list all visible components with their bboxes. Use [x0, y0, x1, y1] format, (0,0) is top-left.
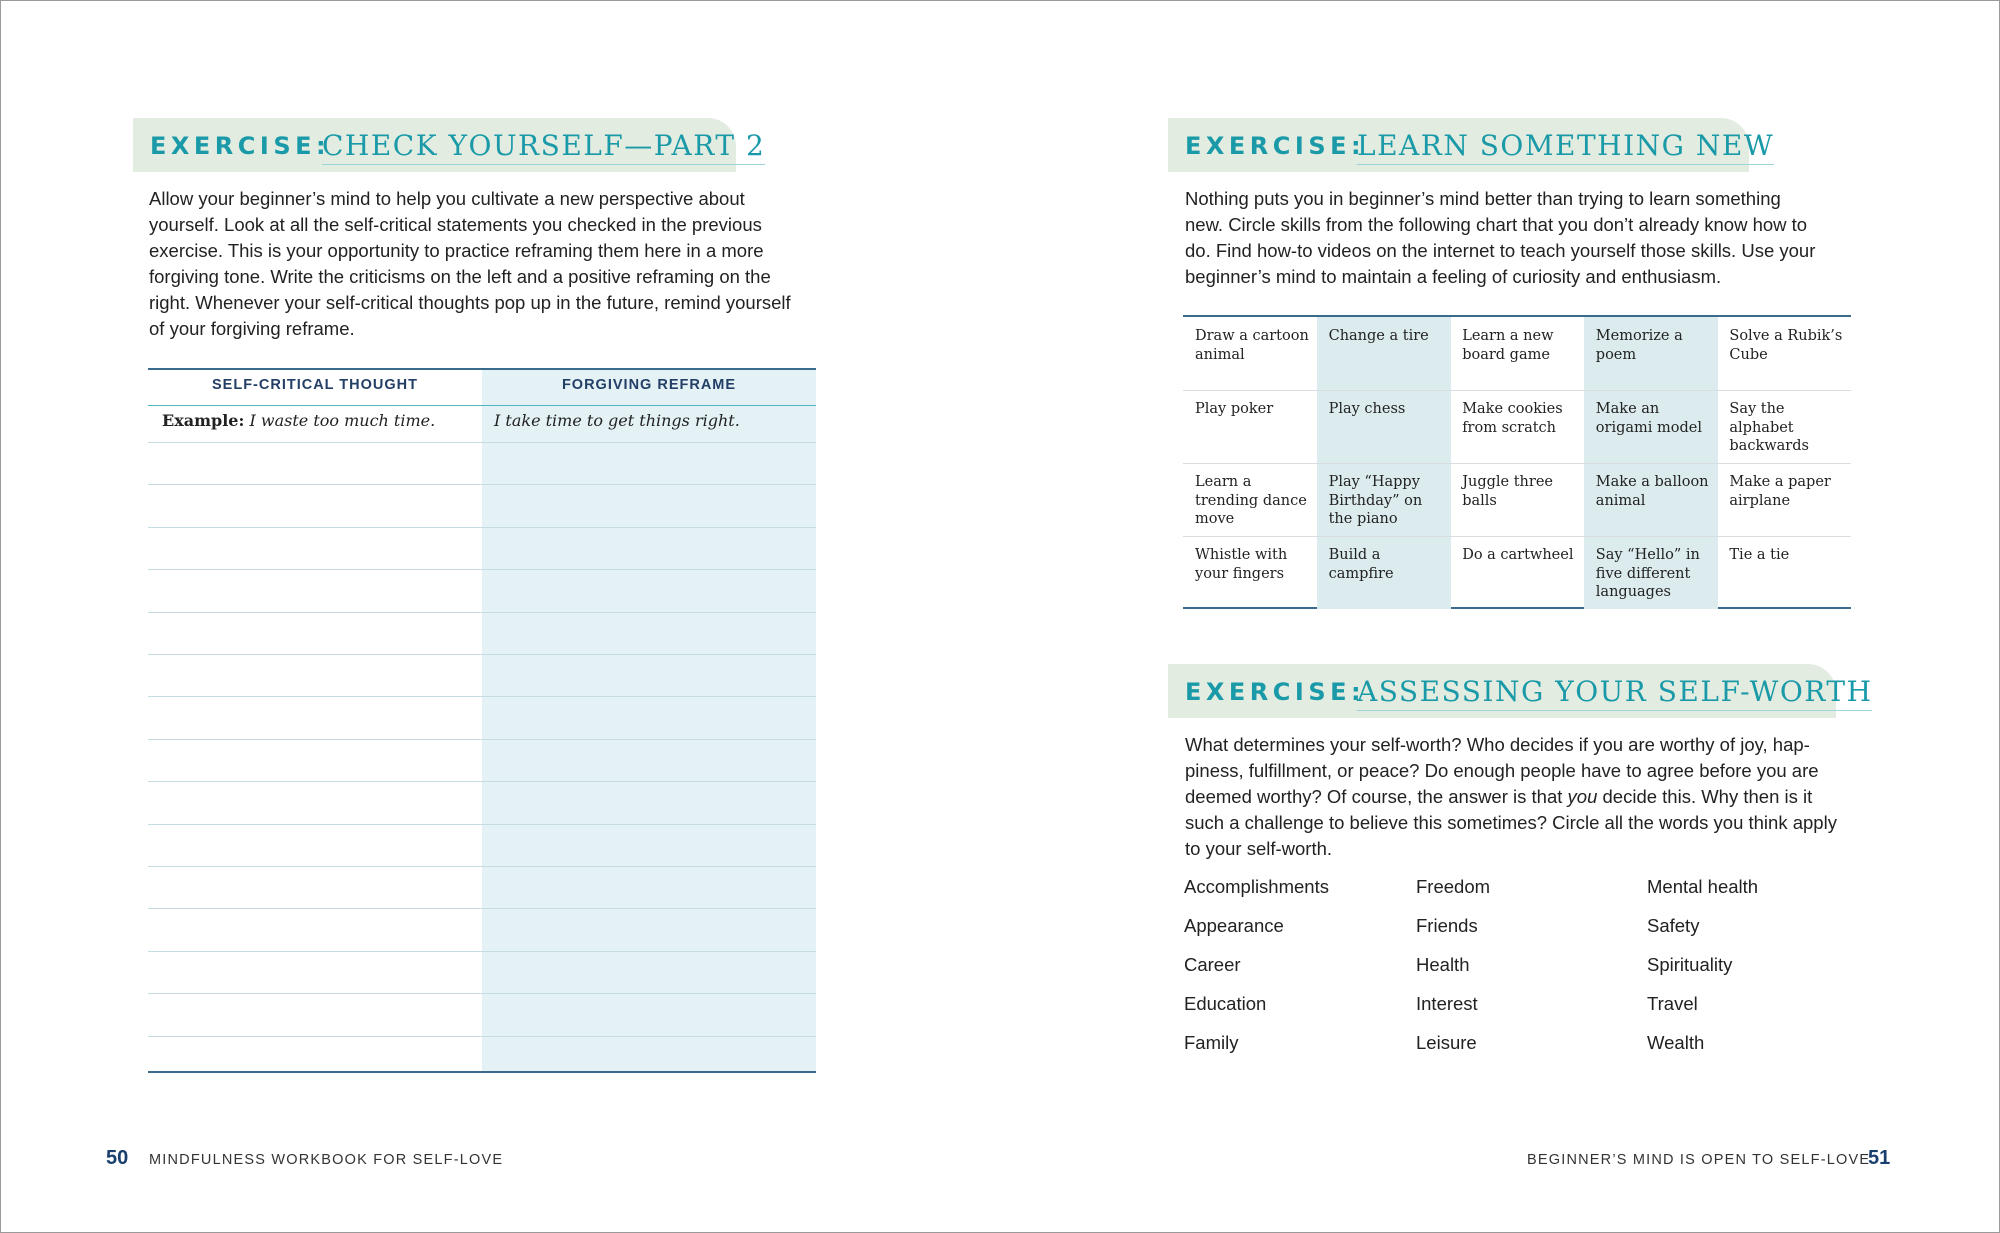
- writing-row-line: [148, 866, 816, 867]
- example-thought: [162, 411, 435, 430]
- writing-row-line: [148, 654, 816, 655]
- skill-cell: Change a tire: [1317, 317, 1451, 390]
- column-header-forgiving-reframe: FORGIVING REFRAME: [561, 377, 737, 393]
- skill-cell: Whistle with your fingers: [1195, 547, 1288, 582]
- writing-row-line: [148, 1036, 816, 1037]
- exercise-title: LEARN SOMETHING NEW: [1357, 129, 1774, 165]
- paragraph-line: [1185, 784, 1865, 810]
- skill-cell: Solve a Rubik’s Cube: [1729, 328, 1843, 363]
- self-worth-word: Mental health: [1647, 876, 1759, 897]
- skill-cell: Memorize a poem: [1584, 317, 1718, 390]
- exercise-keyword: EXERCISE:: [1185, 678, 1366, 706]
- skill-cell: Play poker: [1195, 401, 1274, 417]
- paragraph-line: What determines your self-worth? Who decides if you are worthy of joy, hap-: [1185, 734, 1810, 755]
- skill-row-divider: [1183, 463, 1851, 464]
- skill-cell: Learn a new board game: [1462, 328, 1554, 363]
- skill-cell: Make a paper airplane: [1729, 474, 1831, 509]
- skill-cell: Learn a trending dance move: [1195, 474, 1307, 527]
- writing-row-line: [148, 696, 816, 697]
- skill-cell: Build a campfire: [1317, 536, 1451, 609]
- self-worth-word: Leisure: [1416, 1032, 1477, 1053]
- skill-cell: Say the alphabet backwards: [1729, 401, 1809, 454]
- paragraph-line: piness, fulfillment, or peace? Do enough people have to agree before you are: [1185, 760, 1819, 781]
- exercise-title: ASSESSING YOUR SELF-WORTH: [1357, 675, 1872, 711]
- skill-cell: Play chess: [1317, 390, 1451, 463]
- example-reframe: I take time to get things right.: [494, 411, 740, 430]
- writing-row-line: [148, 781, 816, 782]
- writing-row-line: [148, 908, 816, 909]
- skill-cell: Tie a tie: [1729, 547, 1790, 563]
- skill-cell: Play “Happy Birthday” on the piano: [1317, 463, 1451, 536]
- skill-cell: Make cookies from scratch: [1462, 401, 1563, 436]
- paragraph-line: new. Circle skills from the following chart that you don’t already know how to: [1185, 214, 1808, 235]
- page-number-left: 50: [106, 1147, 129, 1169]
- self-worth-word: Friends: [1416, 915, 1478, 936]
- paragraph-line: Nothing puts you in beginner’s mind better than trying to learn something: [1185, 188, 1781, 209]
- page-number-right: 51: [1868, 1147, 1891, 1169]
- self-worth-word: Freedom: [1416, 876, 1491, 897]
- self-worth-word: Education: [1184, 993, 1267, 1014]
- skill-cell: Say “Hello” in five different languages: [1584, 536, 1718, 609]
- self-worth-word: Interest: [1416, 993, 1478, 1014]
- paragraph-line: yourself. Look at all the self-critical statements you checked in the previous: [149, 214, 762, 235]
- self-worth-word: Career: [1184, 954, 1241, 975]
- learn-intro-paragraph: [1185, 186, 1865, 290]
- self-worth-word: Appearance: [1184, 915, 1284, 936]
- self-worth-word: Safety: [1647, 915, 1700, 936]
- paragraph-line: right. Whenever your self-critical thoughts pop up in the future, remind yourself: [149, 292, 791, 313]
- paragraph-line: Allow your beginner’s mind to help you cultivate a new perspective about: [149, 188, 745, 209]
- writing-row-line: [148, 569, 816, 570]
- paragraph-line: beginner’s mind to maintain a feeling of curiosity and enthusiasm.: [1185, 266, 1722, 287]
- running-head-right: BEGINNER’S MIND IS OPEN TO SELF-LOVE: [1527, 1152, 1871, 1168]
- emphasis-you: you: [1567, 786, 1598, 807]
- exercise-keyword: EXERCISE:: [1185, 132, 1366, 160]
- paragraph-line: do. Find how-to videos on the internet to teach yourself those skills. Use your: [1185, 240, 1816, 261]
- writing-row-line: [148, 612, 816, 613]
- skill-cell: Do a cartwheel: [1462, 547, 1574, 563]
- skill-row-divider: [1183, 536, 1851, 537]
- paragraph-text: deemed worthy? Of course, the answer is that: [1185, 786, 1563, 807]
- writing-row-line: [148, 951, 816, 952]
- self-worth-word: Accomplishments: [1184, 876, 1329, 897]
- self-worth-word: Travel: [1647, 993, 1698, 1014]
- paragraph-line: to your self-worth.: [1185, 838, 1333, 859]
- skill-row-divider: [1183, 390, 1851, 391]
- self-worth-word: Spirituality: [1647, 954, 1733, 975]
- table-top-rule: [148, 368, 816, 370]
- self-worth-word: Family: [1184, 1032, 1239, 1053]
- column-header-self-critical-thought: SELF-CRITICAL THOUGHT: [212, 377, 418, 393]
- paragraph-line: such a challenge to believe this sometimes? Circle all the words you think apply: [1185, 812, 1837, 833]
- writing-row-line: [148, 824, 816, 825]
- exercise-header-learn-something-new: [1168, 118, 1775, 172]
- skill-cell: Draw a cartoon animal: [1195, 328, 1309, 363]
- self-worth-word: Health: [1416, 954, 1470, 975]
- writing-row-line: [148, 739, 816, 740]
- example-thought-text: I waste too much time.: [249, 411, 436, 430]
- skills-chart: [1183, 315, 1851, 610]
- exercise-title: CHECK YOURSELF—PART 2: [322, 129, 765, 165]
- example-label: Example:: [162, 411, 245, 430]
- header-rule: [148, 405, 816, 406]
- paragraph-line: of your forgiving reframe.: [149, 318, 355, 339]
- exercise-intro-paragraph: [149, 186, 819, 342]
- paragraph-line: forgiving tone. Write the criticisms on the left and a positive reframing on the: [149, 266, 771, 287]
- skill-cell: Juggle three balls: [1462, 474, 1553, 509]
- exercise-keyword: EXERCISE:: [150, 132, 331, 160]
- exercise-header-self-worth: [1168, 664, 1873, 718]
- self-worth-word: Wealth: [1647, 1032, 1705, 1053]
- writing-row-line: [148, 993, 816, 994]
- writing-row-line: [148, 484, 816, 485]
- exercise-header-check-yourself: [133, 118, 766, 172]
- paragraph-line: exercise. This is your opportunity to practice reframing them here in a more: [149, 240, 764, 261]
- paragraph-text: decide this. Why then is it: [1602, 786, 1813, 807]
- writing-row-line: [148, 442, 816, 443]
- running-head-left: MINDFULNESS WORKBOOK FOR SELF-LOVE: [149, 1152, 504, 1168]
- skill-cell: Make an origami model: [1584, 390, 1718, 463]
- reframe-worksheet-table: [148, 368, 816, 1074]
- table-bottom-rule: [148, 1071, 816, 1073]
- reframe-column-shade: [482, 368, 816, 1073]
- writing-row-line: [148, 527, 816, 528]
- self-worth-paragraph: [1185, 732, 1865, 862]
- skill-cell: Make a balloon animal: [1584, 463, 1718, 536]
